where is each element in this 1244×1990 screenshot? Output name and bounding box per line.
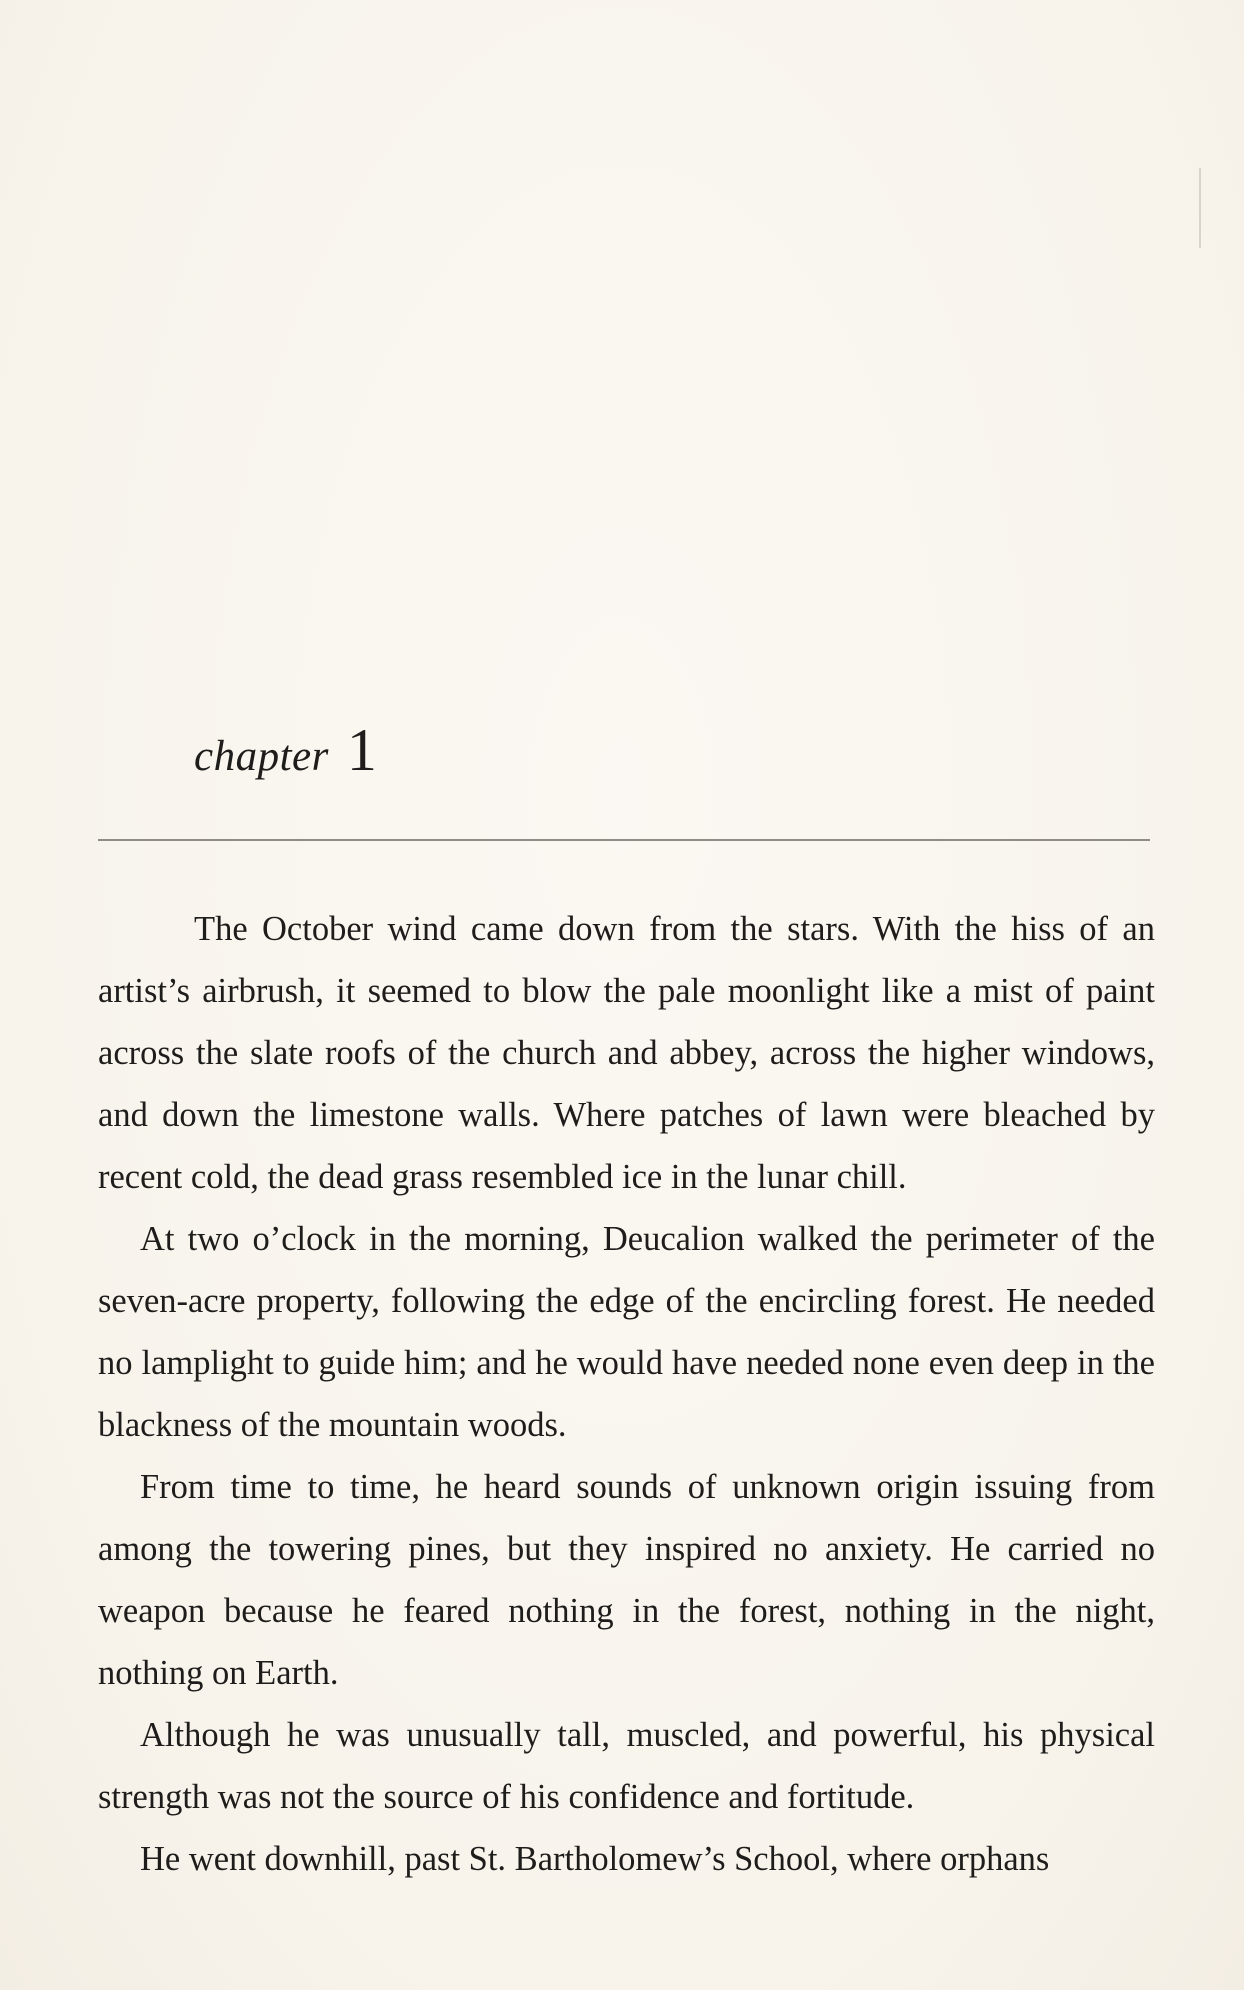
paragraph-2: At two o’clock in the morning, Deucalion walked the perimeter of the seven-acre property, following the edge of the encircling forest. He needed no lamplight to guide him; and he would have needed none even deep in the blackness of the mountain woods. [98, 1220, 1155, 1444]
chapter-divider [98, 839, 1150, 841]
page-edge-mark [1199, 168, 1201, 248]
chapter-number: 1 [346, 717, 377, 783]
chapter-word: chapter [194, 733, 329, 780]
body-text [98, 898, 1155, 1890]
paragraph-5: He went downhill, past St. Bartholomew’s School, where orphans [140, 1840, 1050, 1878]
paragraph-1: The October wind came down from the stars. With the hiss of an artist’s airbrush, it seemed to blow the pale moonlight like a mist of paint across the slate roofs of the church and abbey, across the higher windows, and down the limestone walls. Where patches of lawn were bleached by recent cold, the dead grass resembled ice in the lunar chill. [98, 910, 1155, 1196]
paragraph-4: Although he was unusually tall, muscled, and powerful, his physical strength was not the source of his confidence and fortitude. [98, 1716, 1155, 1816]
paragraph-3: From time to time, he heard sounds of unknown origin issuing from among the towering pines, but they inspired no anxiety. He carried no weapon because he feared nothing in the forest, nothing in the night, nothing on Earth. [98, 1468, 1155, 1692]
chapter-heading [194, 716, 377, 786]
